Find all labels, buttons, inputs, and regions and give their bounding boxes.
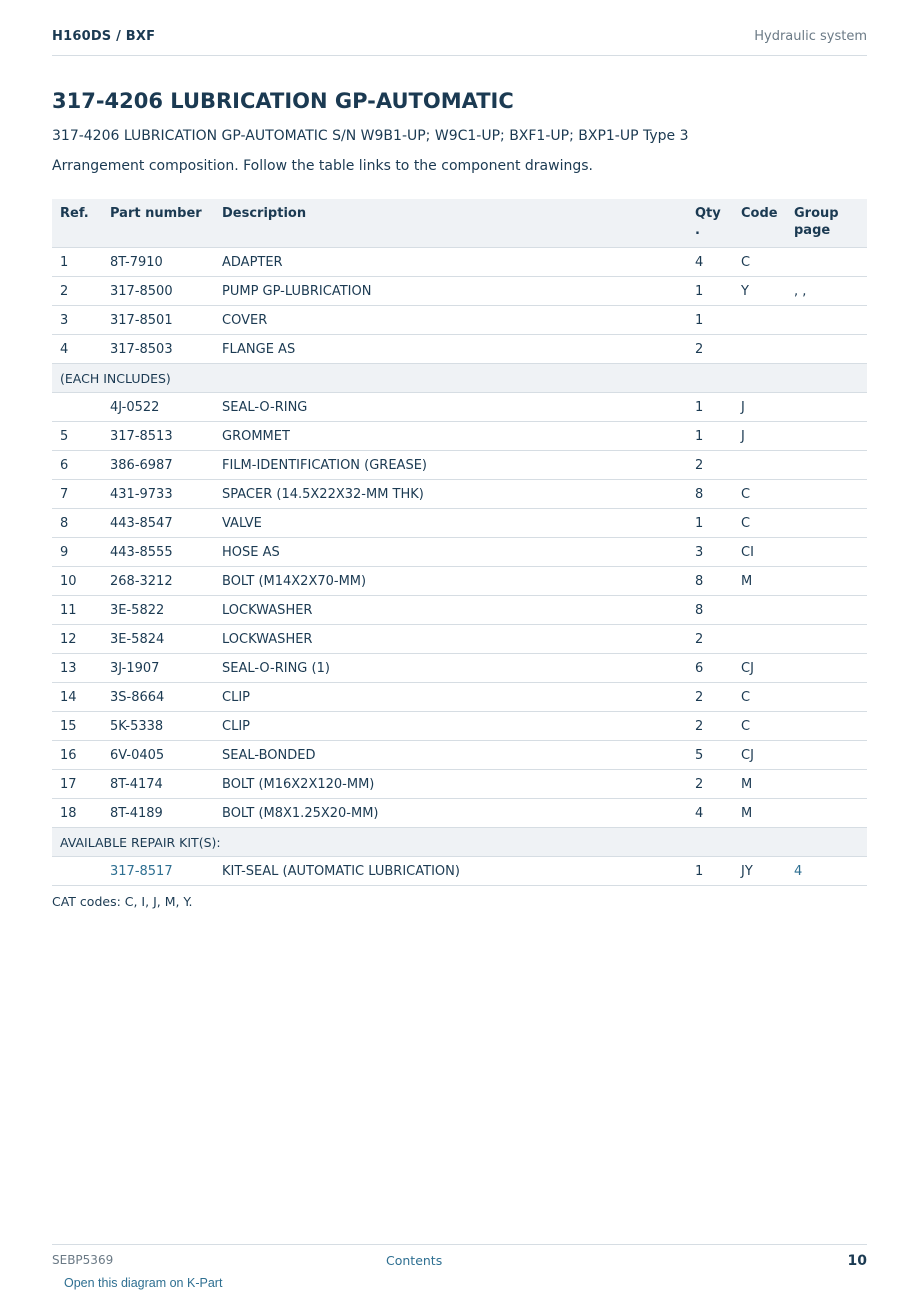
page-title: 317-4206 LUBRICATION GP-AUTOMATIC (52, 89, 514, 113)
cell-group-page (786, 741, 867, 770)
cell-description: HOSE AS (214, 538, 687, 567)
cell-part-number: 386-6987 (102, 451, 214, 480)
cell-code: C (733, 509, 786, 538)
table-row (52, 248, 867, 277)
cell-ref: 17 (52, 770, 102, 799)
table-row (52, 596, 867, 625)
cell-description: LOCKWASHER (214, 596, 687, 625)
cell-group-page (786, 712, 867, 741)
header-group-line2: page (794, 223, 831, 238)
intro-text: Arrangement composition. Follow the table links to the component drawings. (52, 158, 593, 174)
table-row (52, 683, 867, 712)
cell-description: SPACER (14.5X22X32-MM THK) (214, 480, 687, 509)
cell-group-page (786, 509, 867, 538)
cell-description: CLIP (214, 712, 687, 741)
cat-codes-note: CAT codes: C, I, J, M, Y. (52, 894, 193, 909)
table-row (52, 799, 867, 828)
cell-description: COVER (214, 306, 687, 335)
cell-code: CI (733, 538, 786, 567)
cell-part-number: 317-8500 (102, 277, 214, 306)
table-header-row (52, 199, 867, 248)
cell-ref: 16 (52, 741, 102, 770)
cell-code: CJ (733, 654, 786, 683)
table-row (52, 654, 867, 683)
table-row (52, 480, 867, 509)
cell-description: CLIP (214, 683, 687, 712)
header-qty-line2: . (695, 223, 700, 238)
cell-qty: 4 (687, 248, 733, 277)
cell-description: FLANGE AS (214, 335, 687, 364)
header-part-number: Part number (102, 199, 214, 248)
part-number-link[interactable]: 317-8517 (102, 857, 214, 886)
cell-ref: 15 (52, 712, 102, 741)
cell-description: KIT-SEAL (AUTOMATIC LUBRICATION) (214, 857, 687, 886)
cell-qty: 1 (687, 393, 733, 422)
cell-ref: 13 (52, 654, 102, 683)
cell-code (733, 335, 786, 364)
cell-ref: 5 (52, 422, 102, 451)
cell-qty: 3 (687, 538, 733, 567)
group-row-repair-kits (52, 828, 867, 857)
cell-ref: 12 (52, 625, 102, 654)
header-qty-line1: Qty (695, 206, 721, 221)
cell-part-number: 3J-1907 (102, 654, 214, 683)
cell-part-number: 5K-5338 (102, 712, 214, 741)
cell-description: SEAL-O-RING (1) (214, 654, 687, 683)
table-row (52, 335, 867, 364)
page-header (52, 29, 867, 56)
cell-code (733, 625, 786, 654)
cell-group-page (786, 799, 867, 828)
cell-part-number: 3S-8664 (102, 683, 214, 712)
cell-part-number: 8T-7910 (102, 248, 214, 277)
cell-group-page (786, 625, 867, 654)
cell-group-page (786, 596, 867, 625)
cell-part-number: 317-8503 (102, 335, 214, 364)
cell-description: SEAL-BONDED (214, 741, 687, 770)
cell-code: M (733, 799, 786, 828)
group-page-link[interactable]: 4 (786, 857, 867, 886)
cell-qty: 4 (687, 799, 733, 828)
cell-code: JY (733, 857, 786, 886)
cell-description: LOCKWASHER (214, 625, 687, 654)
cell-ref: 14 (52, 683, 102, 712)
cell-group-page (786, 538, 867, 567)
header-group-line1: Group (794, 206, 839, 221)
cell-qty: 2 (687, 335, 733, 364)
cell-ref: 8 (52, 509, 102, 538)
cell-code: J (733, 393, 786, 422)
cell-part-number: 4J-0522 (102, 393, 214, 422)
cell-group-page (786, 393, 867, 422)
cell-description: FILM-IDENTIFICATION (GREASE) (214, 451, 687, 480)
table-row (52, 770, 867, 799)
page-number: 10 (847, 1253, 867, 1269)
cell-part-number: 8T-4174 (102, 770, 214, 799)
document-number: SEBP5369 (52, 1253, 114, 1267)
cell-group-page (786, 480, 867, 509)
table-row (52, 712, 867, 741)
cell-description: BOLT (M8X1.25X20-MM) (214, 799, 687, 828)
table-row (52, 451, 867, 480)
cell-code: C (733, 480, 786, 509)
table-row (52, 306, 867, 335)
cell-qty: 2 (687, 770, 733, 799)
cell-description: VALVE (214, 509, 687, 538)
cell-part-number: 3E-5824 (102, 625, 214, 654)
cell-ref: 7 (52, 480, 102, 509)
cell-qty: 5 (687, 741, 733, 770)
cell-description: BOLT (M16X2X120-MM) (214, 770, 687, 799)
cell-code: Y (733, 277, 786, 306)
cell-part-number: 443-8555 (102, 538, 214, 567)
cell-part-number: 8T-4189 (102, 799, 214, 828)
header-code: Code (733, 199, 786, 248)
table-row (52, 741, 867, 770)
machine-model: H160DS / BXF (52, 29, 156, 44)
cell-qty: 6 (687, 654, 733, 683)
cell-group-page (786, 248, 867, 277)
cell-qty: 2 (687, 625, 733, 654)
cell-ref: 4 (52, 335, 102, 364)
cell-ref: 11 (52, 596, 102, 625)
cell-description: GROMMET (214, 422, 687, 451)
group-label: AVAILABLE REPAIR KIT(S): (52, 828, 867, 857)
contents-link[interactable]: Contents (386, 1253, 443, 1268)
cell-qty: 2 (687, 451, 733, 480)
cell-qty: 1 (687, 422, 733, 451)
cell-code: M (733, 770, 786, 799)
cell-group-page (786, 306, 867, 335)
cell-description: SEAL-O-RING (214, 393, 687, 422)
cell-qty: 2 (687, 712, 733, 741)
cell-group-page (786, 654, 867, 683)
cell-group-page (786, 683, 867, 712)
cell-code (733, 451, 786, 480)
cell-ref: 2 (52, 277, 102, 306)
page-subtitle: 317-4206 LUBRICATION GP-AUTOMATIC S/N W9B1-UP; W9C1-UP; BXF1-UP; BXP1-UP Type 3 (52, 128, 689, 144)
cell-ref: 10 (52, 567, 102, 596)
page-footer (52, 1244, 867, 1271)
header-qty (687, 199, 733, 248)
cell-code (733, 596, 786, 625)
header-group-page (786, 199, 867, 248)
open-kpart-link[interactable]: Open this diagram on K-Part (64, 1276, 223, 1290)
header-ref: Ref. (52, 199, 102, 248)
cell-ref: 18 (52, 799, 102, 828)
cell-group-page: , , (786, 277, 867, 306)
cell-code: M (733, 567, 786, 596)
cell-ref: 6 (52, 451, 102, 480)
cell-part-number: 431-9733 (102, 480, 214, 509)
cell-description: PUMP GP-LUBRICATION (214, 277, 687, 306)
cell-qty: 1 (687, 277, 733, 306)
table-row (52, 625, 867, 654)
cell-qty: 8 (687, 480, 733, 509)
group-row-each-includes (52, 364, 867, 393)
cell-qty: 8 (687, 567, 733, 596)
cell-code (733, 306, 786, 335)
cell-code: C (733, 248, 786, 277)
header-description: Description (214, 199, 687, 248)
table-row (52, 567, 867, 596)
cell-group-page (786, 770, 867, 799)
table-row (52, 857, 867, 886)
cell-part-number: 317-8513 (102, 422, 214, 451)
cell-group-page (786, 567, 867, 596)
table-row (52, 509, 867, 538)
cell-group-page (786, 335, 867, 364)
cell-group-page (786, 422, 867, 451)
section-name: Hydraulic system (754, 29, 867, 44)
cell-code: C (733, 683, 786, 712)
cell-part-number: 6V-0405 (102, 741, 214, 770)
cell-part-number: 443-8547 (102, 509, 214, 538)
cell-description: ADAPTER (214, 248, 687, 277)
cell-part-number: 268-3212 (102, 567, 214, 596)
group-label: (EACH INCLUDES) (52, 364, 867, 393)
cell-ref: 1 (52, 248, 102, 277)
table-row (52, 277, 867, 306)
cell-qty: 8 (687, 596, 733, 625)
table-row (52, 538, 867, 567)
cell-code: CJ (733, 741, 786, 770)
table-row (52, 393, 867, 422)
cell-qty: 1 (687, 857, 733, 886)
parts-table (52, 199, 867, 886)
cell-ref (52, 393, 102, 422)
cell-ref (52, 857, 102, 886)
cell-qty: 1 (687, 306, 733, 335)
cell-qty: 1 (687, 509, 733, 538)
cell-part-number: 3E-5822 (102, 596, 214, 625)
cell-part-number: 317-8501 (102, 306, 214, 335)
cell-code: C (733, 712, 786, 741)
cell-code: J (733, 422, 786, 451)
cell-ref: 9 (52, 538, 102, 567)
cell-ref: 3 (52, 306, 102, 335)
cell-description: BOLT (M14X2X70-MM) (214, 567, 687, 596)
table-row (52, 422, 867, 451)
cell-group-page (786, 451, 867, 480)
cell-qty: 2 (687, 683, 733, 712)
